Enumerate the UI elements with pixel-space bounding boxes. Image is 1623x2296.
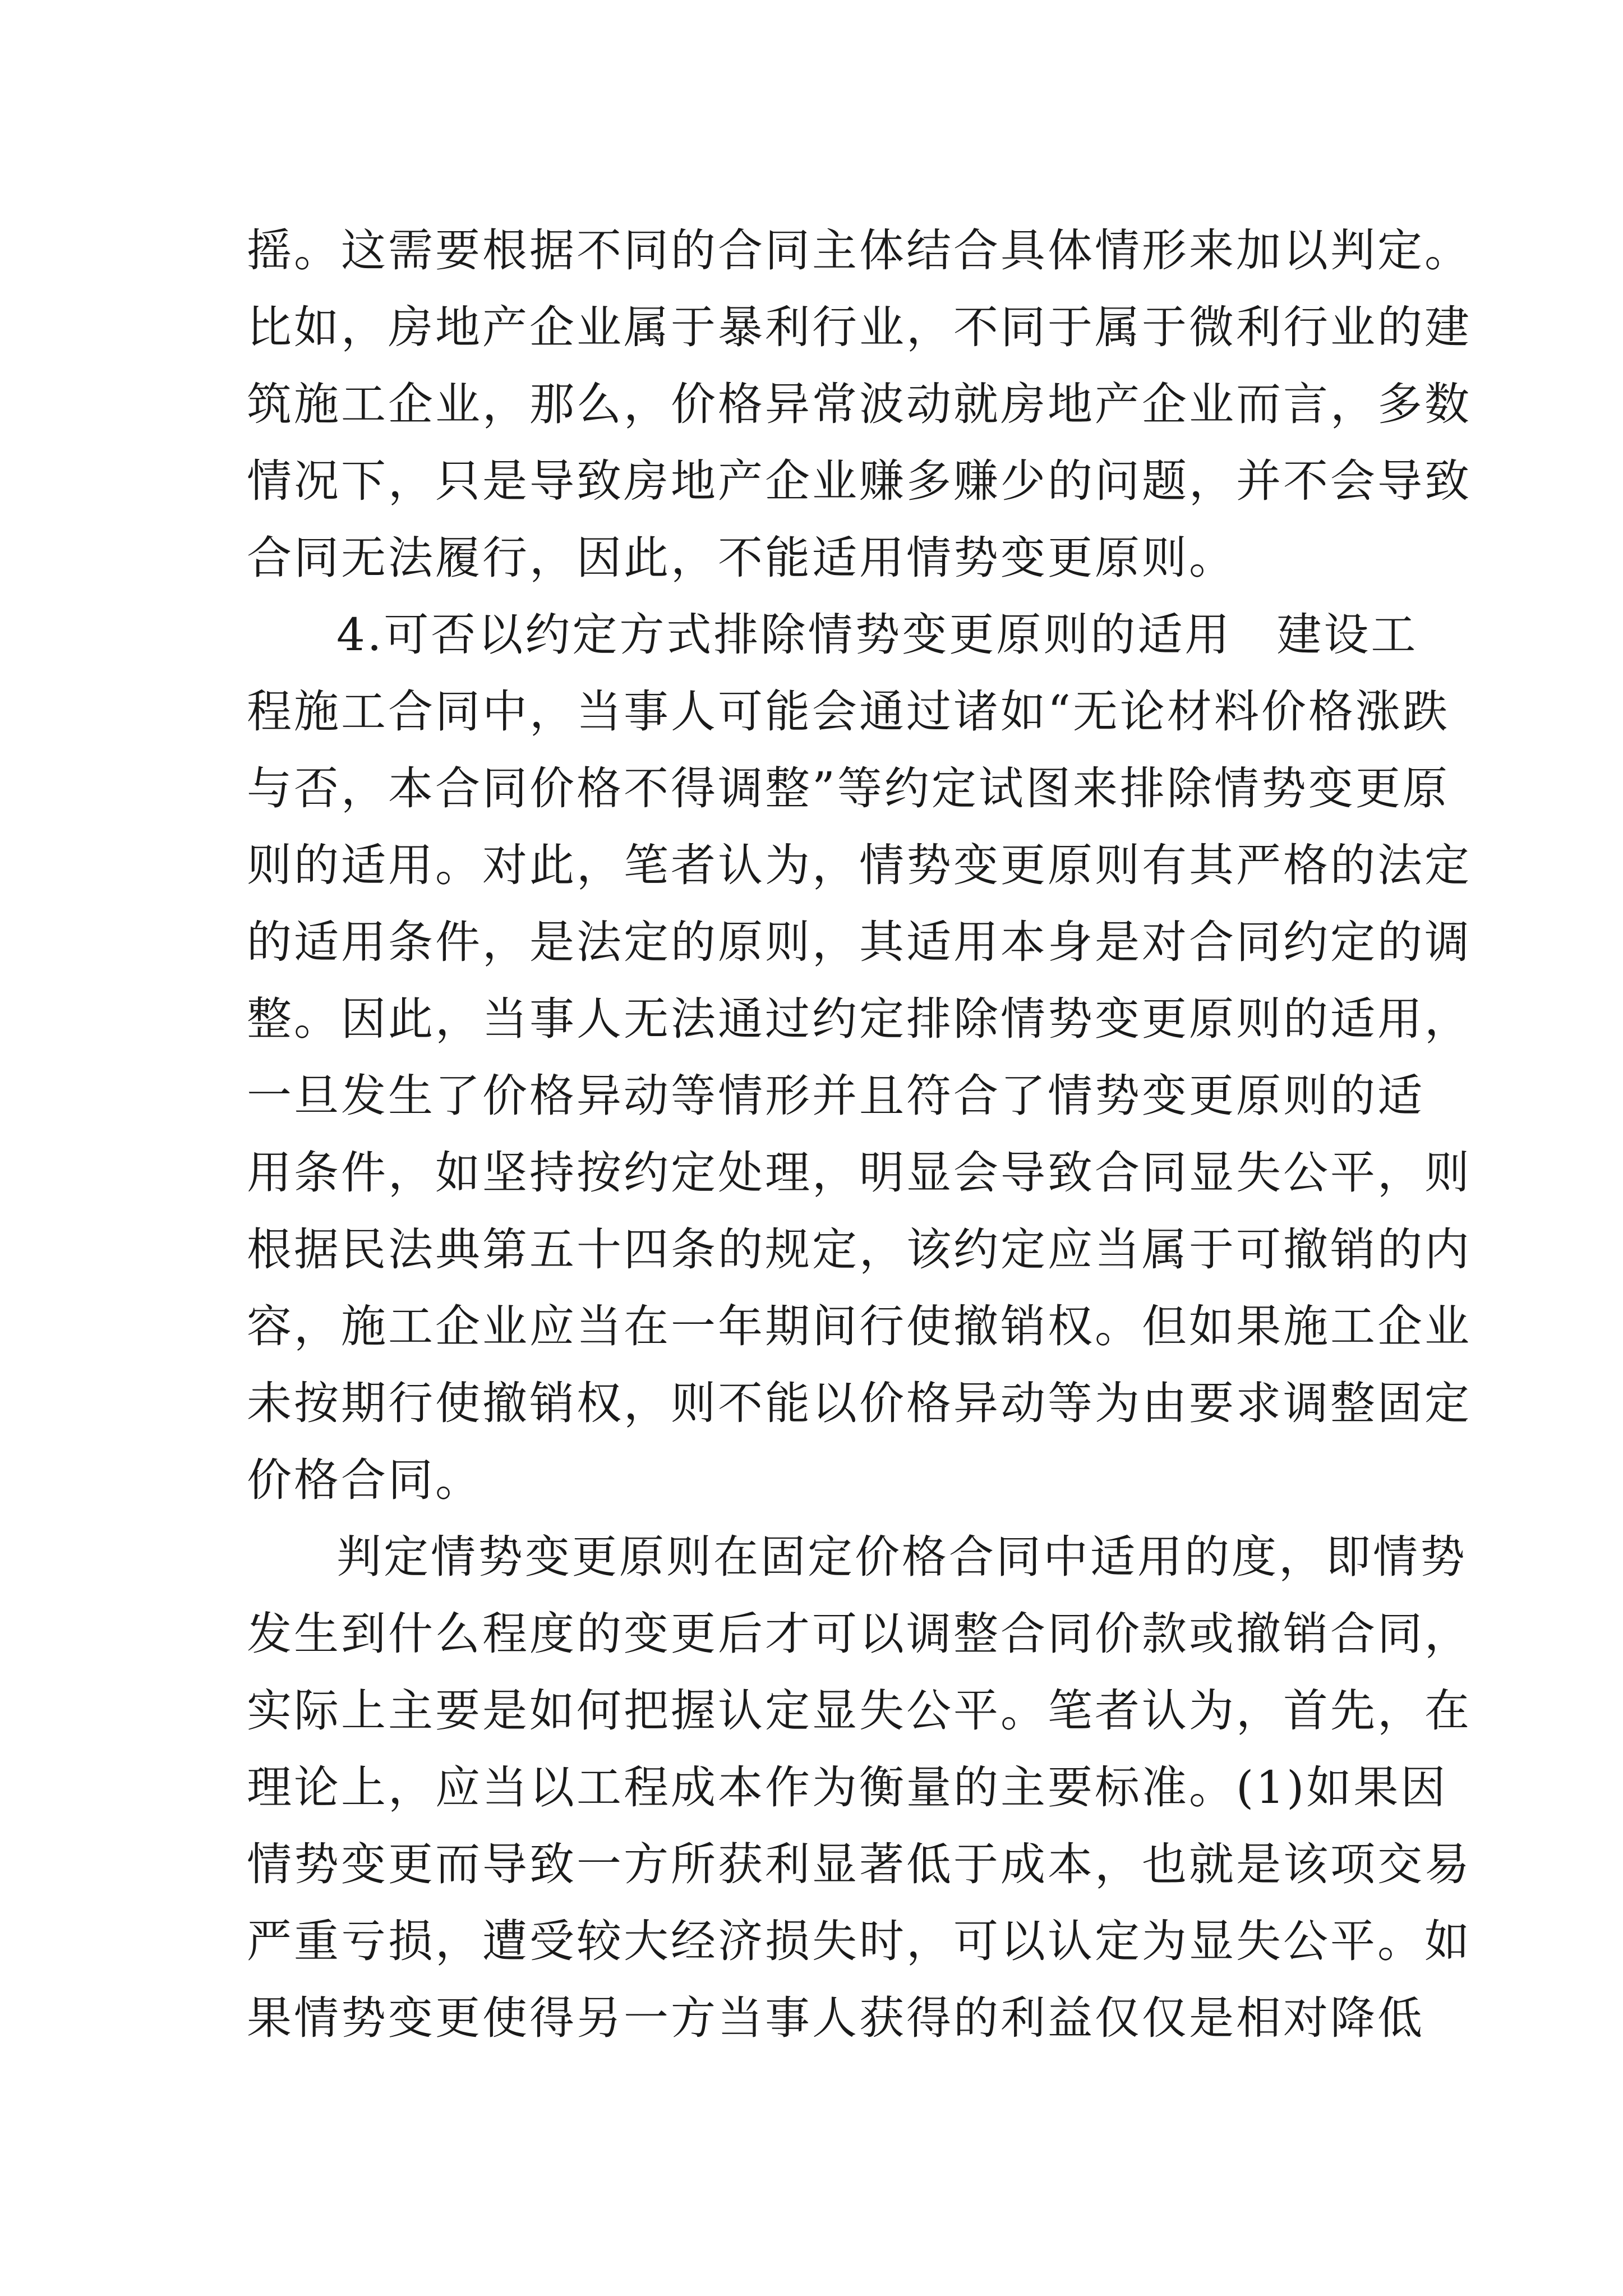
- text-line: 与否，本合同价格不得调整”等约定试图来排除情势变更原: [247, 762, 1450, 815]
- text-line: 理论上，应当以工程成本作为衡量的主要标准。(1)如果因: [247, 1761, 1448, 1814]
- text-line: 严重亏损，遭受较大经济损失时，可以认定为显失公平。如: [247, 1915, 1472, 1967]
- text-line: 判定情势变更原则在固定价格合同中适用的度，即情势: [336, 1531, 1467, 1583]
- heading-tail: 建设工: [1276, 609, 1418, 661]
- paragraph-1: [247, 212, 1472, 596]
- text-line: 价格合同。: [247, 1454, 482, 1506]
- text-line: 情况下，只是导致房地产企业赚多赚少的问题，并不会导致: [247, 455, 1472, 507]
- text-line: 发生到什么程度的变更后才可以调整合同价款或撤销合同，: [247, 1608, 1472, 1660]
- text-line: 摇。这需要根据不同的合同主体结合具体情形来加以判定。: [247, 224, 1472, 277]
- paragraph-3: [247, 1519, 1472, 2056]
- text-line: 根据民法典第五十四条的规定，该约定应当属于可撤销的内: [247, 1223, 1472, 1276]
- paragraph-2: [247, 596, 1472, 1519]
- text-line: 则的适用。对此，笔者认为，情势变更原则有其严格的法定: [247, 839, 1472, 891]
- text-line: 容，施工企业应当在一年期间行使撤销权。但如果施工企业: [247, 1300, 1472, 1352]
- text-line: 合同无法履行，因此，不能适用情势变更原则。: [247, 532, 1236, 584]
- text-line: 筑施工企业，那么，价格异常波动就房地产企业而言，多数: [247, 378, 1472, 430]
- heading-line: [247, 596, 1418, 673]
- text-line: 比如，房地产企业属于暴利行业，不同于属于微利行业的建: [247, 301, 1472, 353]
- text-line: 实际上主要是如何把握认定显失公平。笔者认为，首先，在: [247, 1685, 1472, 1737]
- text-line: 程施工合同中，当事人可能会通过诸如“无论材料价格涨跌: [247, 685, 1450, 738]
- text-line: 果情势变更使得另一方当事人获得的利益仅仅是相对降低: [247, 1992, 1424, 2044]
- text-line: 整。因此，当事人无法通过约定排除情势变更原则的适用，: [247, 993, 1472, 1045]
- body-text: [247, 212, 1472, 2056]
- text-line: 一旦发生了价格异动等情形并且符合了情势变更原则的适: [247, 1070, 1424, 1122]
- text-line: 未按期行使撤销权，则不能以价格异动等为由要求调整固定: [247, 1377, 1472, 1429]
- section-heading: 4.可否以约定方式排除情势变更原则的适用: [336, 609, 1232, 661]
- text-line: 情势变更而导致一方所获利显著低于成本，也就是该项交易: [247, 1838, 1472, 1890]
- text-line: 用条件，如坚持按约定处理，明显会导致合同显失公平，则: [247, 1147, 1472, 1199]
- text-line: 的适用条件，是法定的原则，其适用本身是对合同约定的调: [247, 916, 1472, 968]
